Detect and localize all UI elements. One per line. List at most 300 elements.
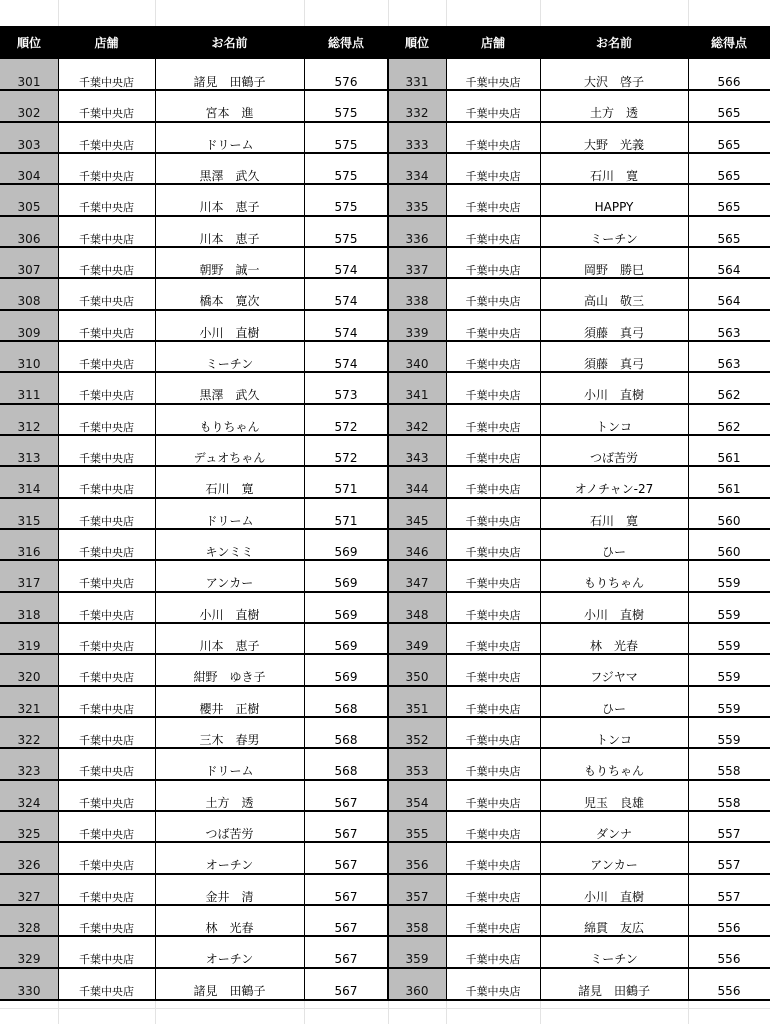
- cell-rank: 335: [388, 184, 446, 215]
- cell-name: 金井 清: [205, 889, 254, 904]
- cell-rank: 343: [388, 435, 446, 466]
- row-divider: [0, 403, 770, 405]
- cell-store: 千葉中央店: [465, 827, 521, 841]
- row-divider: [0, 183, 770, 185]
- cell-score: 569: [334, 638, 358, 653]
- cell-store: 千葉中央店: [465, 608, 521, 622]
- table-row: [0, 780, 770, 811]
- cell-rank: 342: [388, 404, 446, 435]
- cell-store: 千葉中央店: [465, 483, 521, 497]
- row-divider: [0, 779, 770, 781]
- table-row: [0, 435, 770, 466]
- column-divider: [304, 59, 305, 999]
- table-row: [0, 905, 770, 936]
- cell-store: 千葉中央店: [465, 796, 521, 810]
- cell-store: 千葉中央店: [465, 765, 521, 779]
- cell-rank: 301: [0, 59, 58, 90]
- cell-store: 千葉中央店: [465, 953, 521, 967]
- cell-rank: 357: [388, 874, 446, 905]
- cell-score: 569: [334, 544, 358, 559]
- cell-name: 林 光春: [589, 638, 638, 653]
- cell-store: 千葉中央店: [79, 765, 134, 779]
- table-row: [0, 717, 770, 748]
- table-row: [0, 936, 770, 967]
- cell-score: 560: [717, 544, 741, 559]
- cell-store: 千葉中央店: [79, 169, 134, 183]
- cell-name: 石川 寛: [589, 513, 638, 528]
- cell-store: 千葉中央店: [465, 545, 521, 559]
- cell-rank: 330: [0, 968, 58, 999]
- table-row: [0, 466, 770, 497]
- table-row: [0, 654, 770, 685]
- cell-name: 黒澤 武久: [199, 168, 260, 183]
- cell-name: トンコ: [595, 419, 632, 434]
- cell-score: 567: [334, 889, 358, 904]
- header-score-right: 総得点: [710, 36, 747, 50]
- column-divider: [540, 59, 541, 999]
- cell-score: 565: [717, 231, 741, 246]
- cell-store: 千葉中央店: [79, 859, 134, 873]
- cell-score: 557: [717, 858, 741, 873]
- cell-name: アンカー: [205, 576, 254, 591]
- cell-score: 567: [334, 920, 358, 935]
- cell-store: 千葉中央店: [79, 357, 134, 371]
- cell-score: 565: [717, 168, 741, 183]
- column-divider: [155, 59, 156, 999]
- row-divider: [0, 121, 770, 123]
- cell-name: 須藤 真弓: [583, 325, 644, 340]
- cell-name: 須藤 真弓: [583, 356, 644, 371]
- row-divider: [0, 340, 770, 342]
- table-row: [0, 748, 770, 779]
- cell-name: 大野 光義: [583, 137, 644, 152]
- column-divider: [58, 59, 59, 999]
- cell-name: トンコ: [595, 732, 632, 747]
- cell-rank: 309: [0, 310, 58, 341]
- cell-name: オーチン: [205, 858, 254, 873]
- cell-score: 574: [334, 294, 358, 309]
- cell-store: 千葉中央店: [465, 357, 521, 371]
- column-divider: [446, 59, 447, 999]
- table-row: [0, 90, 770, 121]
- table-row: [0, 341, 770, 372]
- cell-name: 小川 直樹: [583, 607, 644, 622]
- cell-score: 556: [717, 983, 741, 998]
- cell-name: オノチャン-27: [574, 482, 654, 497]
- cell-rank: 322: [0, 717, 58, 748]
- cell-name: ドリーム: [205, 513, 254, 528]
- cell-score: 559: [717, 670, 741, 685]
- cell-score: 559: [717, 701, 741, 716]
- cell-name: ミーチン: [590, 231, 638, 246]
- header-store-right: 店舗: [480, 36, 505, 50]
- header-name-right: お名前: [595, 36, 632, 50]
- table-row: [0, 153, 770, 184]
- cell-rank: 360: [388, 968, 446, 999]
- cell-rank: 355: [388, 811, 446, 842]
- table-row: [0, 842, 770, 873]
- cell-score: 571: [334, 513, 358, 528]
- cell-store: 千葉中央店: [465, 295, 521, 309]
- cell-store: 千葉中央店: [79, 545, 134, 559]
- cell-score: 559: [717, 576, 741, 591]
- cell-rank: 310: [0, 341, 58, 372]
- header-score-left: 総得点: [327, 36, 364, 50]
- table-row: [0, 372, 770, 403]
- cell-name: ドリーム: [205, 764, 254, 779]
- cell-name: もりちゃん: [583, 576, 644, 591]
- cell-name: ダンナ: [595, 826, 633, 841]
- table-row: [0, 592, 770, 623]
- cell-name: 林 光春: [205, 920, 254, 935]
- cell-score: 573: [334, 388, 358, 403]
- cell-name: 綿貫 友広: [583, 920, 644, 935]
- cell-rank: 312: [0, 404, 58, 435]
- cell-store: 千葉中央店: [79, 890, 134, 904]
- cell-score: 575: [334, 137, 358, 152]
- row-divider: [0, 967, 770, 969]
- cell-score: 561: [717, 482, 741, 497]
- row-divider: [0, 434, 770, 436]
- cell-name: 橋本 寛次: [199, 294, 260, 309]
- table-row: [0, 529, 770, 560]
- cell-rank: 346: [388, 529, 446, 560]
- cell-store: 千葉中央店: [79, 921, 134, 935]
- cell-score: 568: [334, 732, 358, 747]
- cell-store: 千葉中央店: [465, 263, 521, 277]
- cell-name: 土方 透: [205, 795, 254, 810]
- table-row: [0, 216, 770, 247]
- cell-rank: 317: [0, 560, 58, 591]
- cell-name: もりちゃん: [583, 764, 644, 779]
- cell-store: 千葉中央店: [465, 76, 521, 89]
- table-row: [0, 498, 770, 529]
- cell-name: アンカー: [590, 858, 638, 873]
- cell-rank: 327: [0, 874, 58, 905]
- header-rank-left: 順位: [16, 36, 41, 50]
- cell-store: 千葉中央店: [465, 138, 521, 152]
- cell-rank: 307: [0, 247, 58, 278]
- cell-score: 557: [717, 826, 741, 841]
- cell-store: 千葉中央店: [465, 169, 521, 183]
- cell-store: 千葉中央店: [79, 138, 134, 152]
- row-divider: [0, 465, 770, 467]
- cell-store: 千葉中央店: [465, 232, 521, 246]
- cell-rank: 351: [388, 686, 446, 717]
- cell-name: 川本 恵子: [199, 200, 260, 215]
- cell-score: 562: [717, 419, 741, 434]
- cell-name: 諸見 田鶴子: [577, 983, 650, 998]
- cell-rank: 304: [0, 153, 58, 184]
- cell-name: 小川 直樹: [199, 325, 260, 340]
- cell-score: 563: [717, 325, 741, 340]
- cell-rank: 303: [0, 122, 58, 153]
- row-divider: [0, 497, 770, 499]
- cell-name: つば苦労: [205, 826, 254, 841]
- cell-store: 千葉中央店: [79, 671, 134, 685]
- cell-rank: 334: [388, 153, 446, 184]
- cell-score: 572: [334, 419, 358, 434]
- cell-name: キンミミ: [205, 544, 254, 559]
- cell-store: 千葉中央店: [465, 577, 521, 591]
- cell-rank: 358: [388, 905, 446, 936]
- cell-score: 564: [717, 262, 741, 277]
- cell-name: 小川 直樹: [199, 607, 260, 622]
- cell-rank: 353: [388, 748, 446, 779]
- cell-score: 574: [334, 325, 358, 340]
- cell-score: 568: [334, 701, 358, 716]
- cell-store: 千葉中央店: [465, 859, 521, 873]
- cell-name: 石川 寛: [205, 482, 254, 497]
- cell-rank: 302: [0, 90, 58, 121]
- cell-rank: 333: [388, 122, 446, 153]
- cell-rank: 352: [388, 717, 446, 748]
- row-divider: [0, 685, 770, 687]
- cell-name: 黒澤 武久: [199, 388, 260, 403]
- cell-rank: 331: [388, 59, 446, 90]
- cell-name: デュオちゃん: [193, 450, 266, 465]
- cell-store: 千葉中央店: [79, 984, 134, 998]
- cell-score: 572: [334, 450, 358, 465]
- cell-rank: 344: [388, 466, 446, 497]
- cell-store: 千葉中央店: [465, 733, 521, 747]
- cell-store: 千葉中央店: [465, 326, 521, 340]
- cell-store: 千葉中央店: [79, 326, 134, 340]
- cell-store: 千葉中央店: [79, 201, 134, 215]
- row-divider: [0, 841, 770, 843]
- cell-store: 千葉中央店: [465, 671, 521, 685]
- cell-score: 571: [334, 482, 358, 497]
- cell-rank: 328: [0, 905, 58, 936]
- row-divider: [0, 653, 770, 655]
- cell-store: 千葉中央店: [79, 483, 134, 497]
- row-divider: [0, 371, 770, 373]
- cell-score: 563: [717, 356, 741, 371]
- cell-name: 三木 春男: [199, 732, 260, 747]
- cell-name: 朝野 誠一: [199, 262, 260, 277]
- table-row: [0, 560, 770, 591]
- table-row: [0, 122, 770, 153]
- cell-score: 567: [334, 858, 358, 873]
- cell-store: 千葉中央店: [79, 796, 134, 810]
- cell-score: 575: [334, 231, 358, 246]
- cell-rank: 337: [388, 247, 446, 278]
- cell-rank: 315: [0, 498, 58, 529]
- row-divider: [0, 277, 770, 279]
- row-divider: [0, 215, 770, 217]
- cell-rank: 324: [0, 780, 58, 811]
- cell-store: 千葉中央店: [465, 420, 521, 434]
- cell-rank: 316: [0, 529, 58, 560]
- cell-rank: 311: [0, 372, 58, 403]
- table-bottom-border: [0, 999, 770, 1001]
- cell-rank: 350: [388, 654, 446, 685]
- header-rank-right: 順位: [404, 36, 429, 50]
- cell-name: 石川 寛: [589, 168, 638, 183]
- table-header: [0, 26, 770, 59]
- header-store-left: 店舗: [94, 36, 119, 50]
- row-divider: [0, 591, 770, 593]
- cell-score: 568: [334, 764, 358, 779]
- cell-store: 千葉中央店: [79, 608, 134, 622]
- cell-rank: 345: [388, 498, 446, 529]
- cell-score: 562: [717, 388, 741, 403]
- cell-score: 559: [717, 732, 741, 747]
- cell-rank: 349: [388, 623, 446, 654]
- cell-name: オーチン: [205, 952, 254, 967]
- cell-store: 千葉中央店: [79, 953, 134, 967]
- cell-name: 諸見 田鶴子: [193, 983, 266, 998]
- cell-score: 556: [717, 920, 741, 935]
- cell-name: 諸見 田鶴子: [193, 75, 266, 89]
- cell-name: 宮本 進: [205, 106, 254, 121]
- cell-score: 565: [717, 106, 741, 121]
- row-divider: [0, 246, 770, 248]
- cell-store: 千葉中央店: [79, 733, 134, 747]
- cell-score: 559: [717, 638, 741, 653]
- table-row: [0, 968, 770, 999]
- table-row: [0, 59, 770, 90]
- cell-rank: 347: [388, 560, 446, 591]
- cell-rank: 336: [388, 216, 446, 247]
- row-divider: [0, 152, 770, 154]
- column-divider: [688, 59, 689, 999]
- cell-store: 千葉中央店: [79, 389, 134, 403]
- table-row: [0, 811, 770, 842]
- cell-rank: 314: [0, 466, 58, 497]
- cell-rank: 326: [0, 842, 58, 873]
- cell-store: 千葉中央店: [465, 639, 521, 653]
- cell-score: 574: [334, 262, 358, 277]
- row-divider: [0, 873, 770, 875]
- cell-name: HAPPY: [594, 200, 634, 215]
- cell-rank: 340: [388, 341, 446, 372]
- cell-score: 558: [717, 764, 741, 779]
- row-divider: [0, 89, 770, 91]
- cell-store: 千葉中央店: [79, 76, 134, 89]
- column-divider: [387, 59, 389, 999]
- cell-name: 紺野 ゆき子: [193, 670, 266, 685]
- cell-rank: 319: [0, 623, 58, 654]
- cell-name: ひー: [601, 701, 626, 716]
- cell-score: 557: [717, 889, 741, 904]
- row-divider: [0, 904, 770, 906]
- cell-score: 559: [717, 607, 741, 622]
- cell-name: ひー: [601, 544, 626, 559]
- cell-name: ミーチン: [205, 356, 254, 371]
- table-row: [0, 623, 770, 654]
- cell-score: 567: [334, 983, 358, 998]
- row-divider: [0, 559, 770, 561]
- cell-store: 千葉中央店: [79, 107, 134, 121]
- cell-score: 567: [334, 952, 358, 967]
- cell-store: 千葉中央店: [79, 263, 134, 277]
- cell-name: つば苦労: [589, 450, 638, 465]
- row-divider: [0, 716, 770, 718]
- cell-score: 567: [334, 795, 358, 810]
- cell-store: 千葉中央店: [465, 389, 521, 403]
- cell-store: 千葉中央店: [79, 639, 134, 653]
- header-name-left: お名前: [211, 36, 248, 50]
- cell-store: 千葉中央店: [465, 107, 521, 121]
- cell-store: 千葉中央店: [79, 702, 134, 716]
- cell-name: もりちゃん: [199, 419, 260, 434]
- cell-rank: 305: [0, 184, 58, 215]
- cell-store: 千葉中央店: [79, 514, 134, 528]
- cell-score: 566: [717, 75, 741, 89]
- cell-rank: 348: [388, 592, 446, 623]
- cell-rank: 354: [388, 780, 446, 811]
- cell-name: 川本 恵子: [199, 638, 260, 653]
- cell-name: 高山 敬三: [583, 294, 644, 309]
- cell-rank: 359: [388, 936, 446, 967]
- cell-score: 569: [334, 670, 358, 685]
- cell-rank: 313: [0, 435, 58, 466]
- cell-rank: 339: [388, 310, 446, 341]
- cell-score: 575: [334, 106, 358, 121]
- cell-score: 565: [717, 137, 741, 152]
- cell-score: 567: [334, 826, 358, 841]
- cell-store: 千葉中央店: [79, 577, 134, 591]
- cell-name: 児玉 良雄: [583, 795, 644, 810]
- table-row: [0, 874, 770, 905]
- cell-store: 千葉中央店: [465, 702, 521, 716]
- cell-name: 川本 恵子: [199, 231, 260, 246]
- cell-rank: 323: [0, 748, 58, 779]
- cell-score: 564: [717, 294, 741, 309]
- cell-score: 575: [334, 168, 358, 183]
- cell-store: 千葉中央店: [465, 514, 521, 528]
- cell-rank: 320: [0, 654, 58, 685]
- table-row: [0, 404, 770, 435]
- cell-score: 561: [717, 450, 741, 465]
- cell-name: フジヤマ: [590, 670, 638, 685]
- cell-rank: 325: [0, 811, 58, 842]
- cell-store: 千葉中央店: [79, 232, 134, 246]
- cell-store: 千葉中央店: [79, 451, 134, 465]
- cell-store: 千葉中央店: [79, 420, 134, 434]
- cell-rank: 318: [0, 592, 58, 623]
- cell-store: 千葉中央店: [465, 451, 521, 465]
- cell-score: 576: [334, 75, 358, 89]
- cell-score: 556: [717, 952, 741, 967]
- cell-store: 千葉中央店: [465, 890, 521, 904]
- cell-store: 千葉中央店: [79, 295, 134, 309]
- row-divider: [0, 935, 770, 937]
- cell-rank: 332: [388, 90, 446, 121]
- row-divider: [0, 528, 770, 530]
- cell-name: 土方 透: [589, 106, 638, 121]
- cell-rank: 341: [388, 372, 446, 403]
- table-row: [0, 278, 770, 309]
- row-divider: [0, 810, 770, 812]
- cell-rank: 306: [0, 216, 58, 247]
- table-row: [0, 310, 770, 341]
- table-row: [0, 184, 770, 215]
- cell-rank: 321: [0, 686, 58, 717]
- cell-name: 櫻井 正樹: [199, 701, 260, 716]
- cell-name: 大沢 啓子: [583, 75, 644, 89]
- cell-score: 575: [334, 200, 358, 215]
- cell-name: 小川 直樹: [583, 388, 644, 403]
- table-row: [0, 686, 770, 717]
- cell-name: ドリーム: [205, 137, 254, 152]
- row-divider: [0, 622, 770, 624]
- cell-rank: 356: [388, 842, 446, 873]
- cell-score: 569: [334, 607, 358, 622]
- row-divider: [0, 309, 770, 311]
- table-row: [0, 247, 770, 278]
